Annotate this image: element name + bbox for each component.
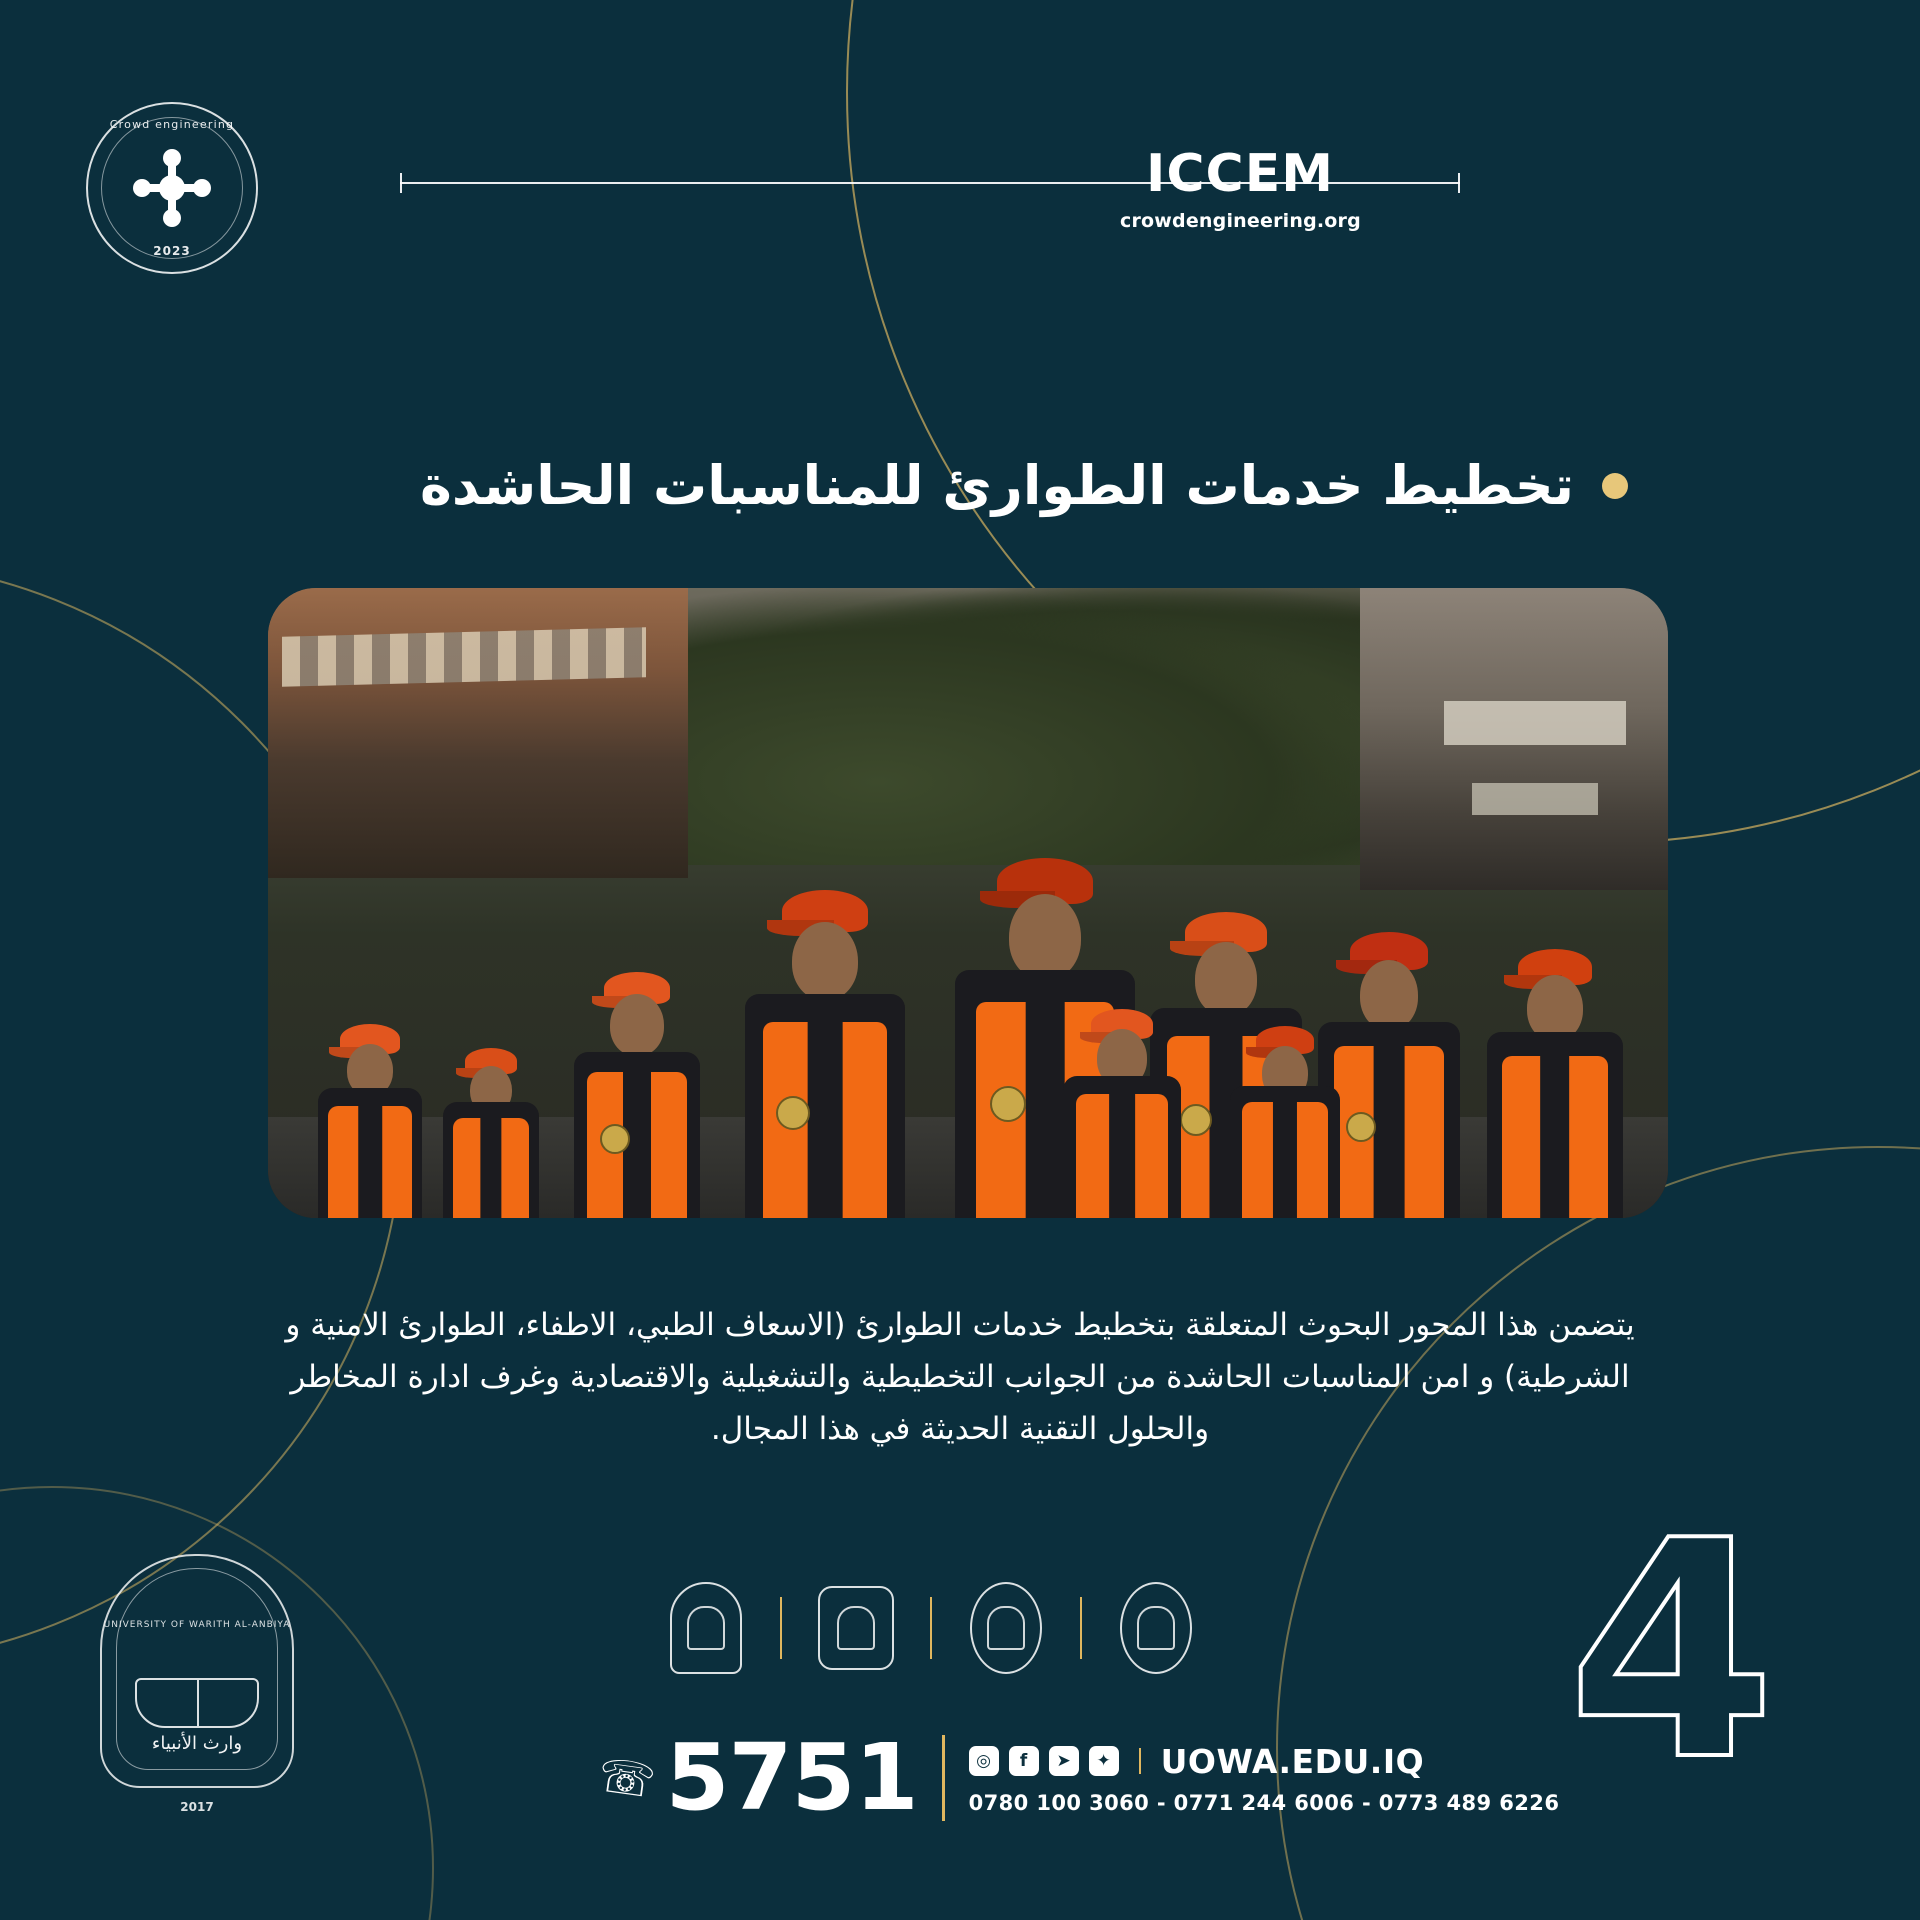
partner-logo-atabat: [960, 1576, 1052, 1680]
contact-details: [969, 1742, 1560, 1815]
iccem-website: crowdengineering.org: [1120, 210, 1361, 232]
social-website-divider: [1139, 1748, 1141, 1774]
crest-year-label: 2017: [180, 1800, 214, 1814]
phone-numbers-list: 0780 100 3060 - 0771 244 6006 - 0773 489 6226: [968, 1790, 1560, 1815]
contact-bar: [590, 1724, 1560, 1831]
poster-header: [0, 96, 1920, 256]
twitter-icon[interactable]: ✦: [1089, 1746, 1119, 1776]
facebook-icon[interactable]: f: [1009, 1746, 1039, 1776]
phone-short-number[interactable]: 5751: [665, 1724, 918, 1831]
crowd-photo: [268, 588, 1668, 1218]
social-and-website: [969, 1742, 1560, 1781]
partner-logo-emblem: [810, 1576, 902, 1680]
crest-english-label: UNIVERSITY OF WARITH AL-ANBIYA: [103, 1620, 291, 1630]
partner-divider-3: [1080, 1597, 1082, 1659]
instagram-icon[interactable]: ◎: [969, 1746, 999, 1776]
telegram-icon[interactable]: ➤: [1049, 1746, 1079, 1776]
seal-top-label: Crowd engineering: [109, 118, 235, 131]
partner-logo-ministry: [1110, 1576, 1202, 1680]
university-crest: [92, 1528, 302, 1828]
contact-divider: [942, 1735, 945, 1821]
iccem-title: ICCEM: [1146, 144, 1334, 204]
partner-logos-row: [660, 1576, 1202, 1680]
partner-divider-1: [780, 1597, 782, 1659]
partner-logo-uowa: [660, 1576, 752, 1680]
seal-year-label: 2023: [153, 244, 191, 258]
title-row: [0, 418, 1920, 553]
crowd-engineering-seal: [86, 102, 258, 274]
crest-arabic-label: وارث الأنبياء: [151, 1733, 243, 1754]
body-paragraph: يتضمن هذا المحور البحوث المتعلقة بتخطيط خدمات الطوارئ (الاسعاف الطبي، الاطفاء، الطوارئ الامنية و الشرطية) و امن المناسبات الحاشدة من الجوانب التخطيطية والتشغيلية والاقتصادية وغرف ادارة المخاطر والحلول التقنية الحديثة في هذا المجال.: [285, 1307, 1635, 1448]
slide-number: 4: [1567, 1477, 1770, 1826]
phone-icon: ☏: [594, 1747, 660, 1809]
iccem-branding: [1120, 144, 1361, 232]
website-link[interactable]: UOWA.EDU.IQ: [1160, 1741, 1425, 1781]
page-title: تخطيط خدمات الطوارئ للمناسبات الحاشدة: [420, 454, 1574, 518]
open-book-icon: [135, 1678, 259, 1728]
partner-divider-2: [930, 1597, 932, 1659]
title-bullet-icon: [1602, 473, 1628, 499]
photo-crowd-figures: [268, 764, 1668, 1218]
crowd-network-icon: [135, 151, 209, 225]
